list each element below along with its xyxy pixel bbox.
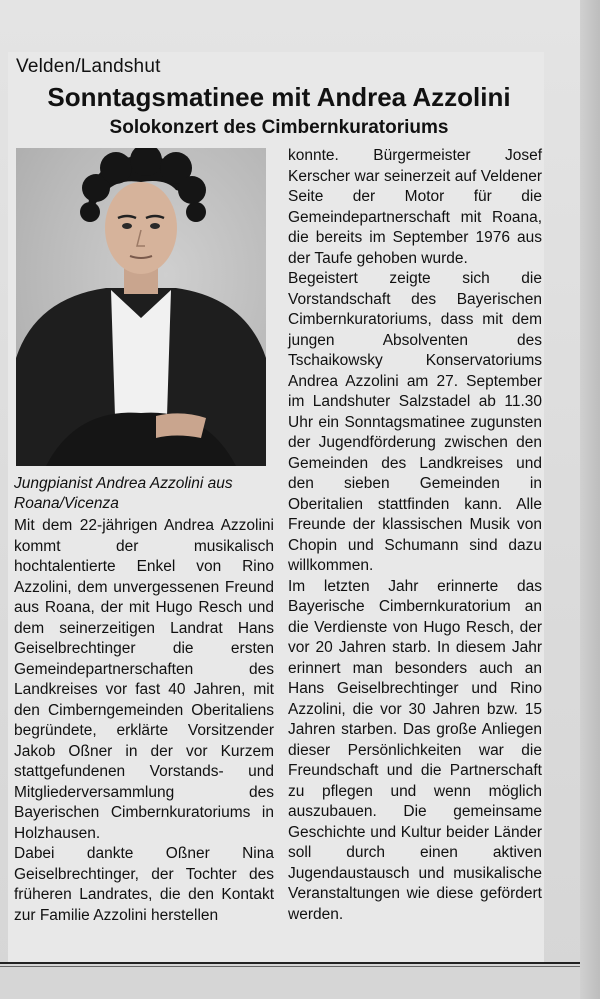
body-paragraph: Dabei dankte Oßner Nina Geiselbrechtinger, der Tochter des früheren Landrates, die den Kontakt zur Familie Azzolini herstellen xyxy=(14,845,274,924)
body-paragraph: Mit dem 22-jährigen Andrea Azzolini kommt der musikalisch hochtalentierte Enkel von Rino Azzolini, dem unvergessenen Freund aus Roana, der mit Hugo Resch und dem seinerzeitigen Landrat Hans Geiselbrechtinger die ersten Gemeindepartnerschaften des Landkreises vor fast 40 Jahren, mit den Cimberngemeinden Oberitaliens begründete, erklärte Vorsitzender Jakob Oßner in der vor Kurzem stattgefundenen Vorstands- und Mitgliederversammlung des Bayerischen Cimbernkuratoriums in Holzhausen. xyxy=(14,517,274,842)
portrait-photo xyxy=(16,148,266,466)
body-paragraph: Begeistert zeigte sich die Vorstandschaft des Bayerischen Cimbernkuratoriums, dass mit dem jungen Absolventen des Tschaikowsky Konservatoriums Andrea Azzolini am 27. September im Landshuter Salzstadel ab 11.30 Uhr ein Sonntagsmatinee zugunsten der Jugendförderung zwischen den Gemeinden des Landkreises und den sieben Gemeinden in Oberitalien stattfinden kann. Alle Freunde der klassischen Musik von Chopin und Schumann sind dazu willkommen. xyxy=(288,270,542,574)
article-headline: Sonntagsmatinee mit Andrea Azzolini xyxy=(47,82,511,112)
article-column-left xyxy=(14,516,274,926)
pianist-portrait-illustration xyxy=(16,148,266,466)
bottom-divider xyxy=(0,962,580,964)
photo-caption: Jungpianist Andrea Azzolini aus Roana/Vicenza xyxy=(14,475,233,512)
article-kicker: Velden/Landshut xyxy=(16,56,161,77)
article-subhead: Solokonzert des Cimbernkuratoriums xyxy=(109,117,449,138)
bottom-divider-thin xyxy=(0,966,580,967)
page-edge xyxy=(580,0,600,999)
body-paragraph: konnte. Bürgermeister Josef Kerscher war seinerzeit auf Veldener Seite der Motor für die Gemeindepartnerschaft mit Roana, die bereits im September 1976 aus der Taufe gehoben wurde. xyxy=(288,147,542,267)
article-column-right xyxy=(288,146,542,925)
body-paragraph: Im letzten Jahr erinnerte das Bayerische Cimbernkuratorium an die Verdienste von Hugo Resch, der vor 20 Jahren starb. In diesem Jahr erinnert man besonders auch an Hans Geiselbrechtinger und Rino Azzolini, die vor 30 Jahren bzw. 15 Jahren starben. Das große Anliegen dieser Persönlichkeiten war die Freundschaft und die Partnerschaft zu pflegen und wenn möglich auszubauen. Die gemeinsame Geschichte und Kultur beider Länder soll durch einen aktiven Jugendaustausch und musikalische Veranstaltungen wie diese gefördert werden. xyxy=(288,577,542,923)
